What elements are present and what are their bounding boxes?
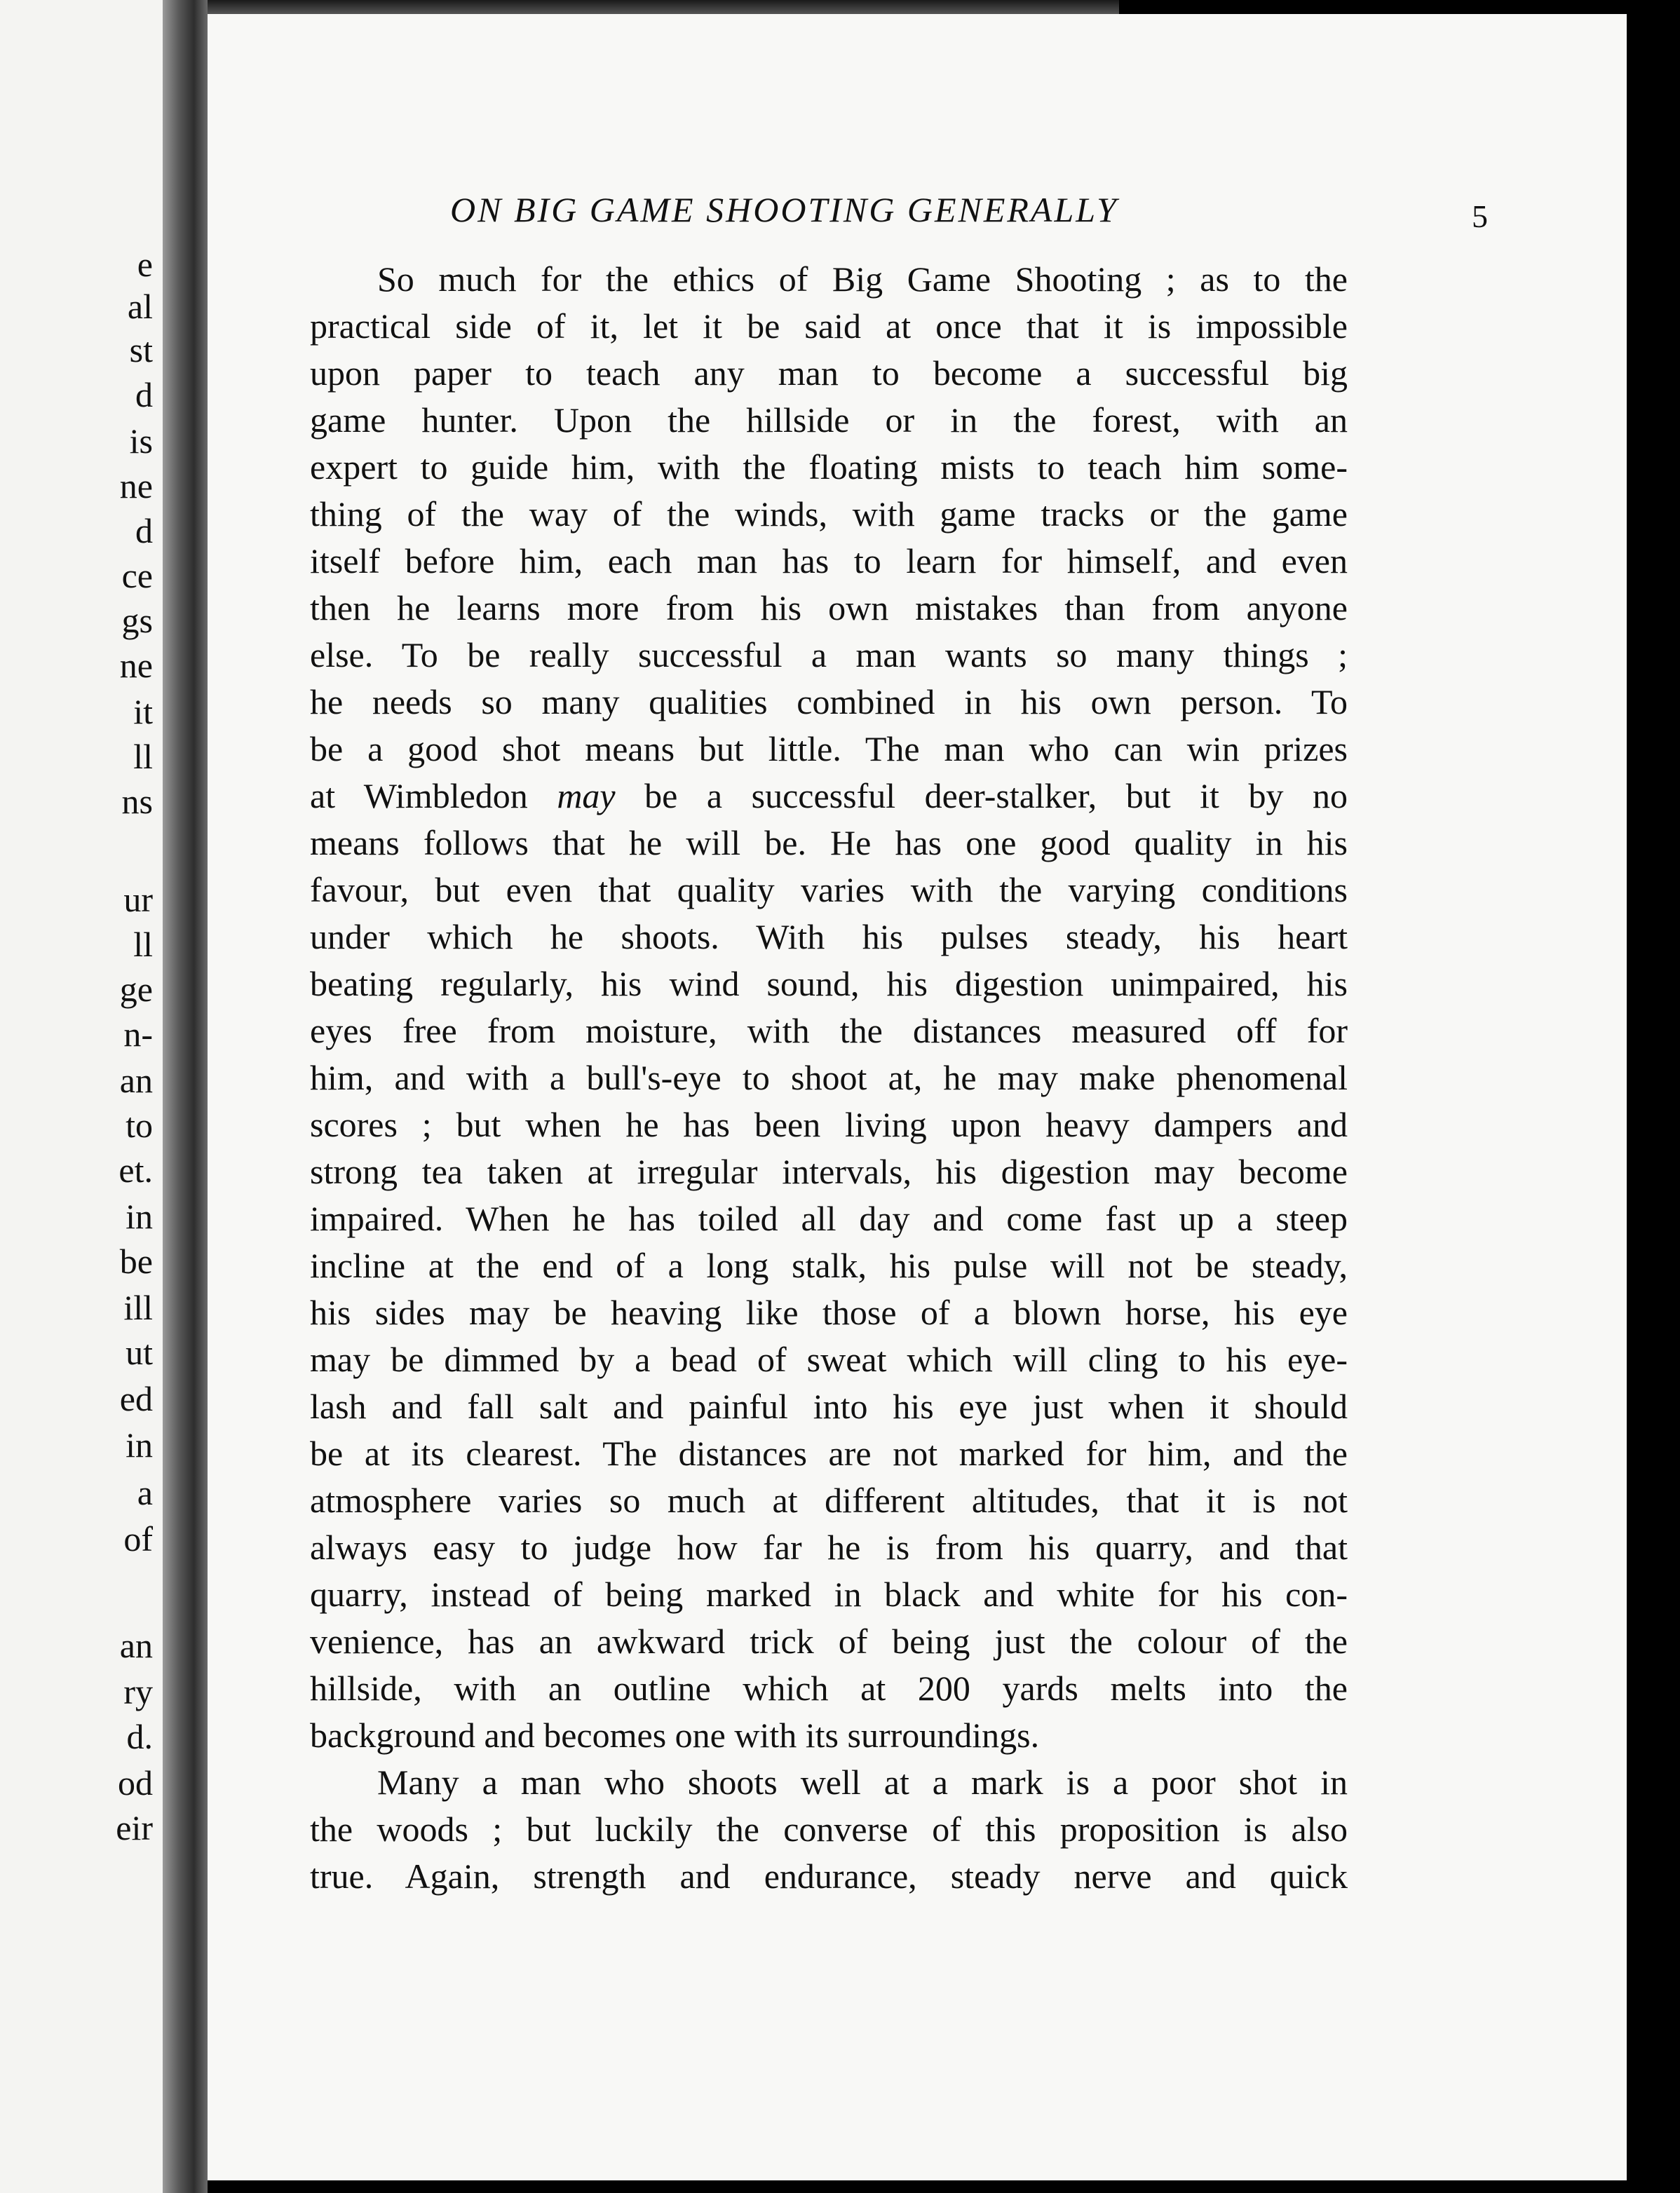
text-line: always easy to judge how far he is from his quarry, and that: [310, 1528, 1348, 1567]
facing-page-word: ns: [121, 782, 153, 821]
text-line: incline at the end of a long stalk, his pulse will not be steady,: [310, 1246, 1348, 1285]
facing-page-fragment: [0, 0, 163, 2193]
text-line: venience, has an awkward trick of being just the colour of the: [310, 1622, 1348, 1661]
facing-page-word: ed: [119, 1379, 153, 1418]
facing-page-word: st: [129, 330, 153, 369]
text-line: practical side of it, let it be said at once that it is impossible: [310, 306, 1348, 346]
facing-page-word: it: [133, 692, 153, 731]
facing-page-word: eir: [116, 1808, 153, 1847]
facing-page-word: ne: [119, 646, 153, 685]
facing-page-word: ur: [123, 880, 153, 919]
text-line: under which he shoots. With his pulses steady, his heart: [310, 917, 1348, 956]
facing-page-word: e: [137, 245, 153, 284]
text-line: favour, but even that quality varies with the varying conditions: [310, 870, 1348, 909]
text-line: scores ; but when he has been living upon heavy dampers and: [310, 1105, 1348, 1144]
facing-page-word: ll: [133, 925, 153, 964]
text-line: the woods ; but luckily the converse of this proposition is also: [310, 1810, 1348, 1849]
text-line: expert to guide him, with the floating mists to teach him some-: [310, 447, 1348, 487]
text-line: hillside, with an outline which at 200 yards melts into the: [310, 1669, 1348, 1708]
facing-page-word: a: [137, 1473, 153, 1512]
facing-page-word: ill: [123, 1288, 153, 1327]
facing-page-word: an: [119, 1626, 153, 1665]
facing-page-word: in: [126, 1197, 153, 1236]
facing-page-word: d: [135, 375, 153, 414]
text-line: atmosphere varies so much at different altitudes, that it is not: [310, 1481, 1348, 1520]
facing-page-word: in: [126, 1425, 153, 1465]
text-line: his sides may be heaving like those of a blown horse, his eye: [310, 1293, 1348, 1332]
page-number: 5: [1472, 198, 1488, 234]
text-line: quarry, instead of being marked in black and white for his con-: [310, 1575, 1348, 1614]
facing-page-word: ut: [126, 1333, 153, 1372]
facing-page-word: od: [118, 1763, 153, 1802]
facing-page-word: ry: [123, 1672, 153, 1711]
facing-page-word: d.: [126, 1717, 153, 1756]
facing-page-word: gs: [121, 601, 153, 640]
text-line: else. To be really successful a man wants so many things ;: [310, 635, 1348, 674]
text-line: lash and fall salt and painful into his eye just when it should: [310, 1387, 1348, 1426]
facing-page-word: be: [119, 1242, 153, 1281]
facing-page-word: is: [129, 421, 153, 461]
text-line: him, and with a bull's-eye to shoot at, he may make phenomenal: [310, 1058, 1348, 1097]
text-line: game hunter. Upon the hillside or in the forest, with an: [310, 400, 1348, 440]
text-line: itself before him, each man has to learn for himself, and even: [310, 541, 1348, 580]
text-line: be at its clearest. The distances are not marked for him, and the: [310, 1434, 1348, 1473]
text-line: at Wimbledon may be a successful deer-stalker, but it by no: [310, 776, 1348, 815]
facing-page-word: ne: [119, 466, 153, 505]
paragraph: [310, 256, 1348, 1759]
text-line: eyes free from moisture, with the distances measured off for: [310, 1011, 1348, 1050]
text-line: beating regularly, his wind sound, his digestion unimpaired, his: [310, 964, 1348, 1003]
facing-page-word: ge: [119, 970, 153, 1009]
paragraph: [310, 1759, 1348, 1900]
text-line: thing of the way of the winds, with game tracks or the game: [310, 494, 1348, 534]
text-line: upon paper to teach any man to become a successful big: [310, 353, 1348, 393]
text-line: may be dimmed by a bead of sweat which will cling to his eye-: [310, 1340, 1348, 1379]
facing-page-word: et.: [118, 1150, 153, 1190]
text-line: Many a man who shoots well at a mark is a poor shot in: [377, 1763, 1348, 1802]
facing-page-word: d: [135, 511, 153, 550]
facing-page-word: al: [127, 287, 153, 326]
running-title: ON BIG GAME SHOOTING GENERALLY: [450, 190, 1118, 229]
facing-page-word: of: [123, 1519, 153, 1559]
book-gutter: [163, 0, 208, 2193]
text-line: strong tea taken at irregular intervals, his digestion may become: [310, 1152, 1348, 1191]
facing-page-word: ll: [133, 737, 153, 776]
facing-page-word: an: [119, 1061, 153, 1100]
text-line: background and becomes one with its surroundings.: [310, 1716, 1040, 1755]
facing-page-word: to: [126, 1106, 153, 1145]
page-header: [450, 177, 1488, 233]
text-line: impaired. When he has toiled all day and come fast up a steep: [310, 1199, 1348, 1238]
body-text: [310, 256, 1348, 1900]
book-page: [208, 14, 1627, 2180]
text-line: be a good shot means but little. The man who can win prizes: [310, 729, 1348, 768]
text-line: So much for the ethics of Big Game Shooting ; as to the: [377, 259, 1348, 299]
facing-page-word: n-: [123, 1014, 153, 1054]
text-line: then he learns more from his own mistakes than from anyone: [310, 588, 1348, 627]
facing-page-word: ce: [121, 556, 153, 595]
text-line: means follows that he will be. He has one good quality in his: [310, 823, 1348, 862]
text-line: true. Again, strength and endurance, steady nerve and quick: [310, 1856, 1348, 1896]
page-top-edge-shadow: [208, 0, 1119, 14]
text-line: he needs so many qualities combined in his own person. To: [310, 682, 1348, 721]
